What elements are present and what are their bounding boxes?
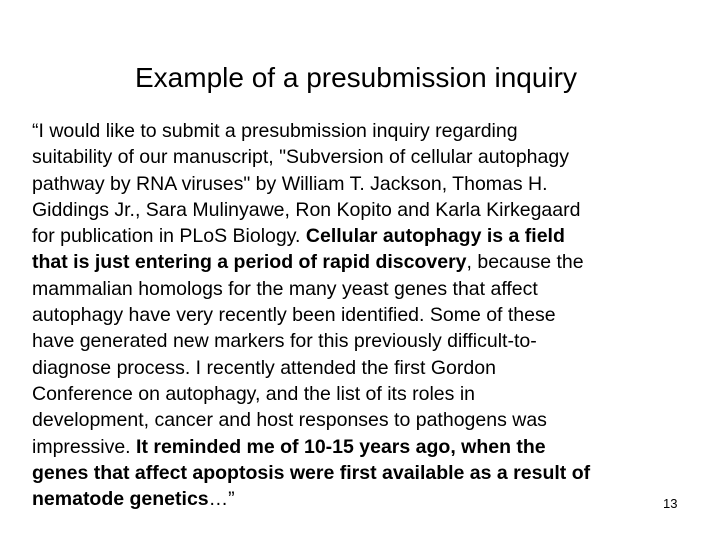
quote-line	[32, 328, 672, 354]
page-number: 13	[663, 496, 678, 511]
quote-line	[32, 249, 672, 275]
emphasized-text: genes that affect apoptosis were first available as a result of	[32, 461, 591, 484]
body-text: pathway by RNA viruses" by William T. Jackson, Thomas H.	[32, 172, 548, 195]
quote-paragraph	[32, 118, 672, 512]
body-text: , because the	[466, 251, 584, 274]
quote-line	[32, 144, 672, 170]
quote-line	[32, 276, 672, 302]
body-text: development, cancer and host responses to pathogens was	[32, 409, 547, 432]
body-text: suitability of our manuscript, "Subversion of cellular autophagy	[32, 146, 569, 169]
quote-line	[32, 302, 672, 328]
body-text: mammalian homologs for the many yeast genes that affect	[32, 277, 538, 300]
body-text: for publication in PLoS Biology.	[32, 225, 306, 248]
body-text: “I would like to submit a presubmission inquiry regarding	[32, 120, 518, 142]
quote-line	[32, 355, 672, 381]
quote-line	[32, 171, 672, 197]
emphasized-text: Cellular autophagy is a field	[305, 225, 565, 248]
quote-line	[32, 381, 672, 407]
body-text: impressive.	[32, 435, 137, 458]
quote-line	[32, 486, 672, 512]
quote-line	[32, 407, 672, 433]
quote-line	[32, 118, 672, 144]
body-text: have generated new markers for this previously difficult-to-	[32, 330, 537, 353]
quote-line	[32, 223, 672, 249]
body-text: Conference on autophagy, and the list of its roles in	[32, 382, 475, 405]
quote-line	[32, 460, 672, 486]
emphasized-text: that is just entering a period of rapid discovery	[32, 251, 467, 274]
emphasized-text: It reminded me of 10-15 years ago, when the	[136, 435, 546, 458]
slide-title: Example of a presubmission inquiry	[135, 62, 577, 93]
quote-line	[32, 197, 672, 223]
body-text: …”	[208, 488, 235, 511]
body-text: autophagy have very recently been identified. Some of these	[32, 304, 556, 327]
body-text: Giddings Jr., Sara Mulinyawe, Ron Kopito and Karla Kirkegaard	[32, 198, 581, 221]
body-text: diagnose process. I recently attended the first Gordon	[32, 356, 496, 379]
emphasized-text: nematode genetics	[32, 488, 209, 511]
quote-line	[32, 434, 672, 460]
